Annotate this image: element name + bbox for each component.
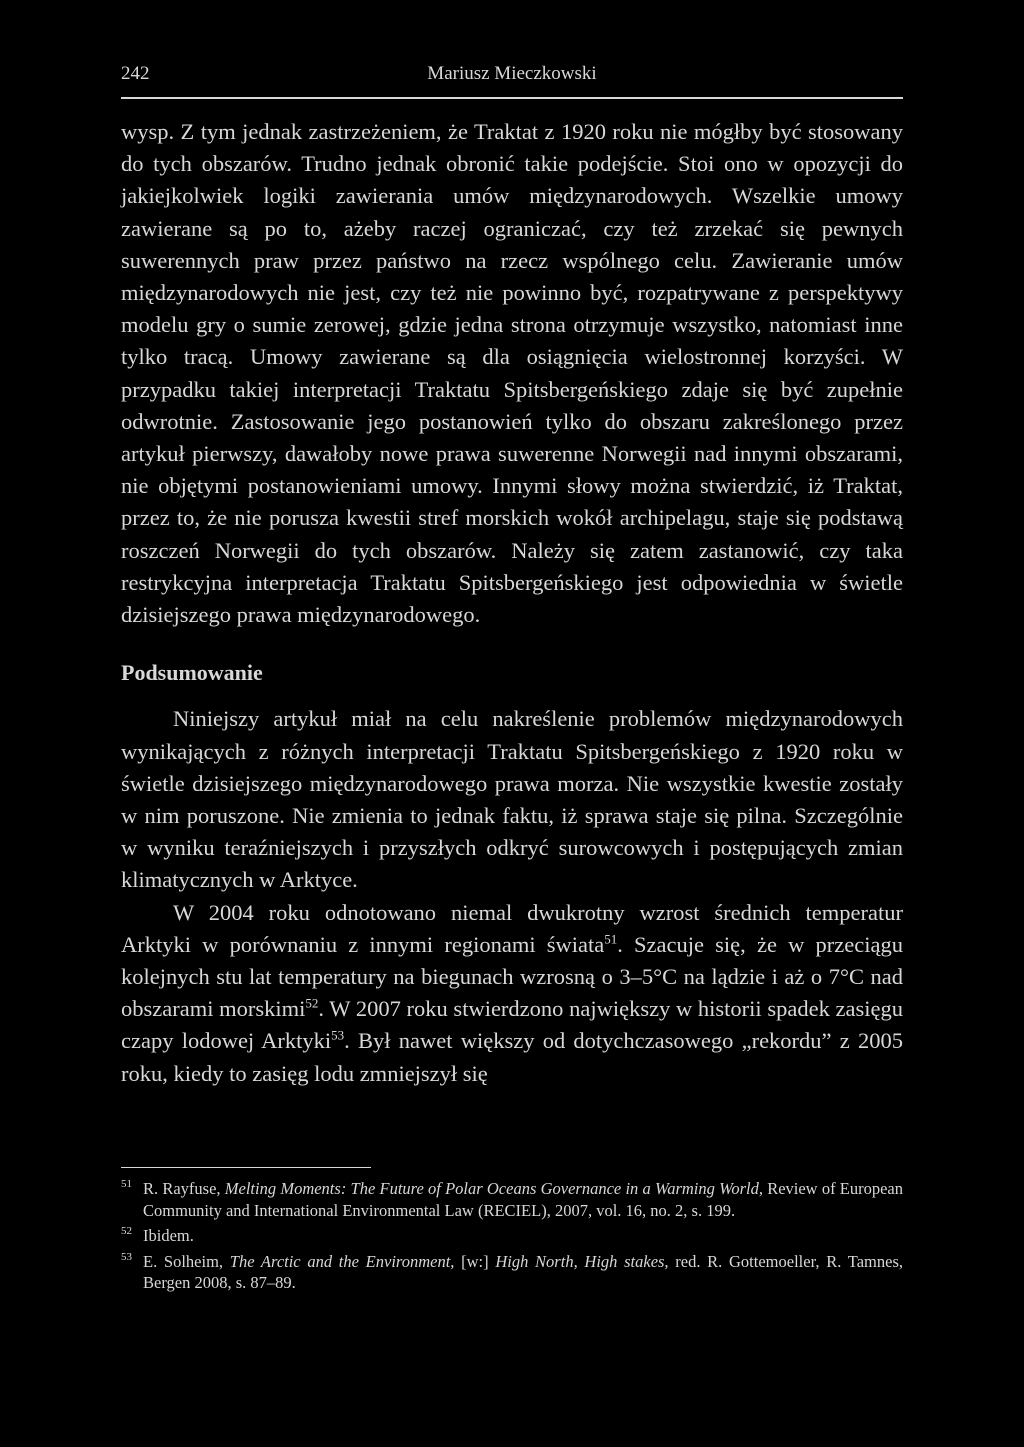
footnote-mark: 52 [121, 1225, 132, 1237]
text-run: W 2004 roku odnotowano niemal dwukrotny wzrost średnich temperatur Arktyki w porównaniu z innymi regionami świata [121, 899, 903, 957]
text-run: . W 2007 roku stwierdzono największy w historii spadek zasięgu czapy lodowej Arktyki [121, 996, 903, 1054]
footnotes [121, 1178, 903, 1298]
running-head-author: Mariusz Mieczkowski [427, 63, 597, 84]
footnote-text: E. Solheim, [143, 1251, 230, 1271]
paragraph-summary-2 [121, 897, 903, 1090]
footnote-51 [121, 1178, 903, 1221]
footnote-title: High North, High stakes, [495, 1251, 669, 1271]
footnote-title: The Arctic and the Environment, [229, 1251, 455, 1271]
footnote-text: Ibidem. [143, 1226, 194, 1245]
footnote-ref-51[interactable]: 51 [604, 931, 618, 947]
paragraph-continued: wysp. Z tym jednak zastrzeżeniem, że Traktat z 1920 roku nie mógłby być stosowany do tych obszarów. Trudno jednak obronić takie podejście. Stoi ono w opozycji do jakiejkolwiek logiki zawierania umów międzynarodowych. Wszelkie umowy zawierane są po to, ażeby raczej ograniczać, czy też zrzekać się pewnych suwerennych praw przez państwo na rzecz wspólnego celu. Zawieranie umów międzynarodowych nie jest, czy też nie powinno być, rozpatrywane z perspektywy modelu gry o sumie zerowej, gdzie jedna strona otrzymuje wszystko, natomiast inne tylko tracą. Umowy zawierane są dla osiągnięcia wielostronnej korzyści. W przypadku takiej interpretacji Traktatu Spitsbergeńskiego zdaje się być zupełnie odwrotnie. Zastosowanie jego postanowień tylko do obszaru zakreślonego przez artykuł pierwszy, dawałoby nowe prawa suwerenne Norwegii nad innymi obszarami, nie objętymi postanowieniami umowy. Innymi słowy można stwierdzić, iż Traktat, przez to, że nie porusza kwestii stref morskich wokół archipelagu, staje się podstawą roszczeń Norwegii do tych obszarów. Należy się zatem zastanowić, czy taka restrykcyjna interpretacja Traktatu Spitsbergeńskiego jest odpowiednia w świetle dzisiejszego prawa międzynarodowego. [121, 119, 903, 628]
footnote-mark: 51 [121, 1178, 132, 1190]
footnote-text: [w:] [454, 1251, 496, 1271]
footnote-ref-53[interactable]: 53 [331, 1027, 345, 1043]
section-heading: Podsumowanie [121, 660, 263, 686]
footnote-mark: 53 [121, 1250, 132, 1263]
footnote-52 [121, 1225, 903, 1247]
main-text [121, 116, 903, 1090]
header-rule [121, 97, 903, 99]
footnote-rule [121, 1167, 371, 1168]
text-run: . Szacuje się, że w przeciągu kolejnych stu lat temperatury na biegunach wzrosną o 3–5°C na lądzie i aż o 7°C nad obszarami morskimi [121, 931, 903, 1022]
footnote-text: red. R. Gottemoeller, R. Tamnes, Bergen 2008, s. 87–89. [143, 1251, 903, 1292]
footnote-53 [121, 1251, 903, 1294]
footnote-text: Review of European Community and International Environmental Law (RECIEL), 2007, vol. 16, no. 2, s. 199. [143, 1179, 904, 1220]
paragraph-summary-1: Niniejszy artykuł miał na celu nakreślenie problemów międzynarodowych wynikających z różnych interpretacji Traktatu Spitsbergeńskiego z 1920 roku w świetle dzisiejszego międzynarodowego prawa morza. Nie wszystkie kwestie zostały w nim poruszone. Nie zmienia to jednak faktu, iż sprawa staje się pilna. Szczególnie w wyniku teraźniejszych i przyszłych odkryć surowcowych i postępujących zmian klimatycznych w Arktyce. [121, 706, 903, 893]
footnote-ref-52[interactable]: 52 [305, 995, 319, 1011]
text-run: . Był nawet większy od dotychczasowego „rekordu” z 2005 roku, kiedy to zasięg lodu zmniejszył się [121, 1028, 903, 1086]
footnote-title: Melting Moments: The Future of Polar Oceans Governance in a Warming World, [224, 1179, 763, 1198]
footnote-text: R. Rayfuse, [143, 1179, 225, 1198]
page-number: 242 [121, 63, 150, 84]
